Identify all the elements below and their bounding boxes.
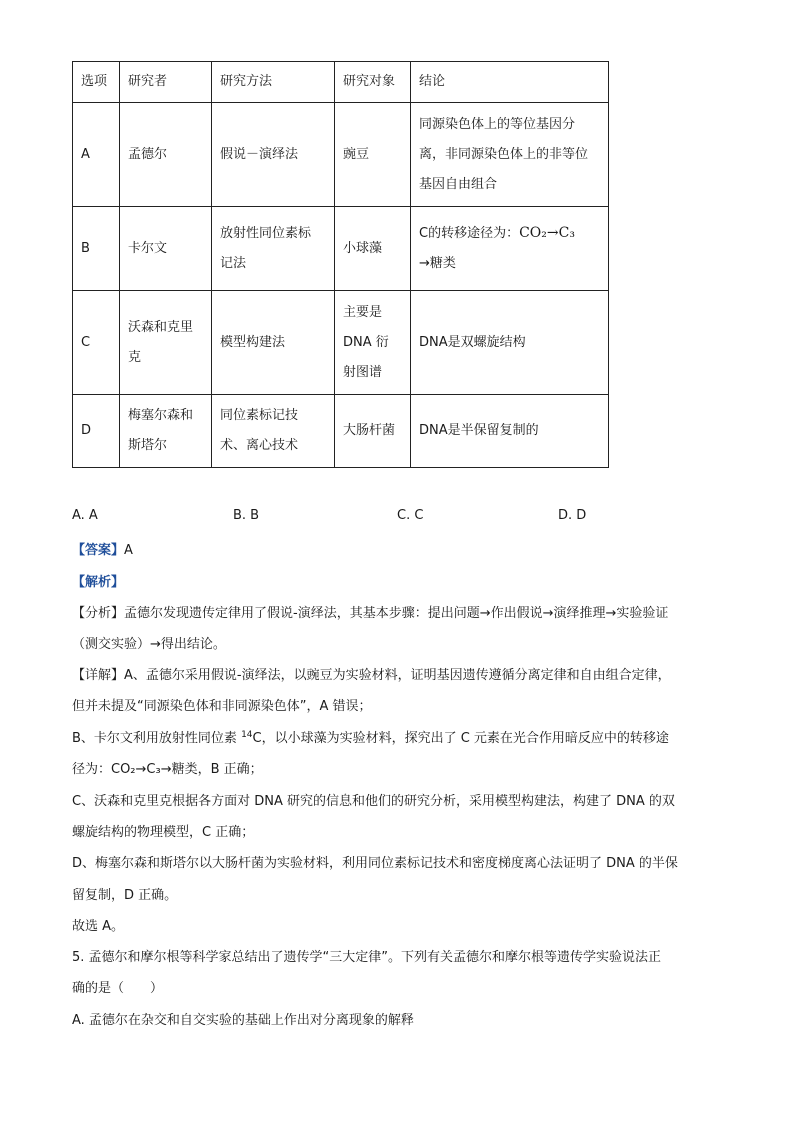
row-d-method [212, 395, 335, 468]
choice-b[interactable]: B. B [233, 508, 260, 523]
conclusion-formula: CO₂→C₃ [519, 225, 575, 241]
detail-a-line-1 [72, 664, 671, 683]
detail-a-line-2: 但并未提及“同源染色体和非同源染色体”，A 错误； [72, 699, 372, 714]
detail-d-line-2: 留复制，D 正确。 [72, 888, 178, 903]
row-c-subject [335, 291, 411, 395]
analysis-line-2: （测交实验）→得出结论。 [72, 637, 226, 652]
detail-c-line-2: 螺旋结构的物理模型，C 正确； [72, 825, 255, 840]
header-subject: 研究对象 [335, 62, 411, 103]
header-conclusion: 结论 [411, 62, 609, 103]
method-line: 放射性同位素标 [220, 225, 312, 241]
method-line: 同位素标记技 [220, 408, 299, 423]
conclusion-line: 基因自由组合 [419, 176, 498, 192]
detail-c-line-1: C、沃森和克里克根据各方面对 DNA 研究的信息和他们的研究分析，采用模型构建法，构建了 DNA 的双 [72, 794, 675, 809]
table-header-row [73, 62, 609, 103]
row-b-researcher: 卡尔文 [120, 207, 212, 291]
answer-line [72, 539, 133, 558]
choice-c[interactable]: C. C [397, 508, 424, 523]
analysis-line-1 [72, 602, 668, 621]
table-row [73, 103, 609, 207]
table-row [73, 291, 609, 395]
subject-line: DNA 衍 [343, 334, 389, 350]
analysis-heading [72, 571, 124, 590]
row-c-option: C [73, 291, 120, 395]
row-d-researcher [120, 395, 212, 468]
detail-tag: 【详解】 [72, 668, 125, 683]
header-option: 选项 [73, 62, 120, 103]
conclusion-line: →糖类 [419, 256, 456, 271]
detail-b-pre: B、卡尔文利用放射性同位素 [72, 731, 242, 746]
question-5-line-2: 确的是（ ） [72, 981, 164, 996]
row-b-conclusion [411, 207, 609, 291]
header-researcher: 研究者 [120, 62, 212, 103]
row-b-method [212, 207, 335, 291]
question-5-line-1: 5. 孟德尔和摩尔根等科学家总结出了遗传学“三大定律”。下列有关孟德尔和摩尔根等遗传学实验说法正 [72, 950, 662, 965]
table-row [73, 207, 609, 291]
choice-d[interactable]: D. D [558, 508, 587, 523]
detail-a-text: A、孟德尔采用假说-演绎法，以豌豆为实验材料，证明基因遗传遵循分离定律和自由组合定律， [124, 668, 671, 683]
row-b-subject: 小球藻 [335, 207, 411, 291]
row-d-option: D [73, 395, 120, 468]
table-row [73, 395, 609, 468]
conclusion-prefix: C的转移途径为： [419, 226, 520, 241]
detail-d-line-1: D、梅塞尔森和斯塔尔以大肠杆菌为实验材料，利用同位素标记技术和密度梯度离心法证明了 DNA 的半保 [72, 856, 678, 871]
row-c-conclusion: DNA是双螺旋结构 [411, 291, 609, 395]
row-a-subject: 豌豆 [335, 103, 411, 207]
row-d-subject: 大肠杆菌 [335, 395, 411, 468]
analysis-sub-tag: 【分析】 [72, 606, 125, 621]
answer-choices [72, 508, 722, 528]
subject-line: 射图谱 [343, 364, 383, 380]
row-a-option: A [73, 103, 120, 207]
choice-a[interactable]: A. A [72, 508, 98, 523]
research-table [72, 61, 609, 468]
row-a-method: 假说－演绎法 [212, 103, 335, 207]
subject-line: 主要是 [343, 304, 383, 320]
researcher-line: 梅塞尔森和 [128, 408, 194, 423]
detail-b-post: C，以小球藻为实验材料，探究出了 C 元素在光合作用暗反应中的转移途 [252, 731, 669, 746]
header-method: 研究方法 [212, 62, 335, 103]
conclusion-line: 离，非同源染色体上的非等位 [419, 146, 589, 162]
final-answer: 故选 A。 [72, 919, 125, 934]
row-a-conclusion [411, 103, 609, 207]
detail-b-line-1 [72, 727, 669, 746]
row-c-method: 模型构建法 [212, 291, 335, 395]
researcher-line: 克 [128, 349, 142, 365]
conclusion-line: 同源染色体上的等位基因分 [419, 116, 576, 132]
isotope-superscript: 14 [241, 730, 253, 740]
analysis-text: 孟德尔发现遗传定律用了假说-演绎法，其基本步骤：提出问题→作出假说→演绎推理→实验验证 [124, 606, 669, 621]
answer-tag: 【答案】 [72, 543, 125, 558]
row-a-researcher: 孟德尔 [120, 103, 212, 207]
row-d-conclusion: DNA是半保留复制的 [411, 395, 609, 468]
researcher-line: 斯塔尔 [128, 438, 168, 453]
method-line: 术、离心技术 [220, 438, 299, 453]
answer-value: A [124, 543, 133, 558]
method-line: 记法 [220, 255, 247, 271]
question-5-option-a[interactable]: A. 孟德尔在杂交和自交实验的基础上作出对分离现象的解释 [72, 1013, 414, 1028]
row-b-option: B [73, 207, 120, 291]
row-c-researcher [120, 291, 212, 395]
researcher-line: 沃森和克里 [128, 319, 194, 335]
analysis-tag: 【解析】 [72, 575, 125, 590]
conclusion-line [419, 218, 600, 249]
detail-b-line-2: 径为：CO₂→C₃→糖类，B 正确； [72, 762, 263, 777]
